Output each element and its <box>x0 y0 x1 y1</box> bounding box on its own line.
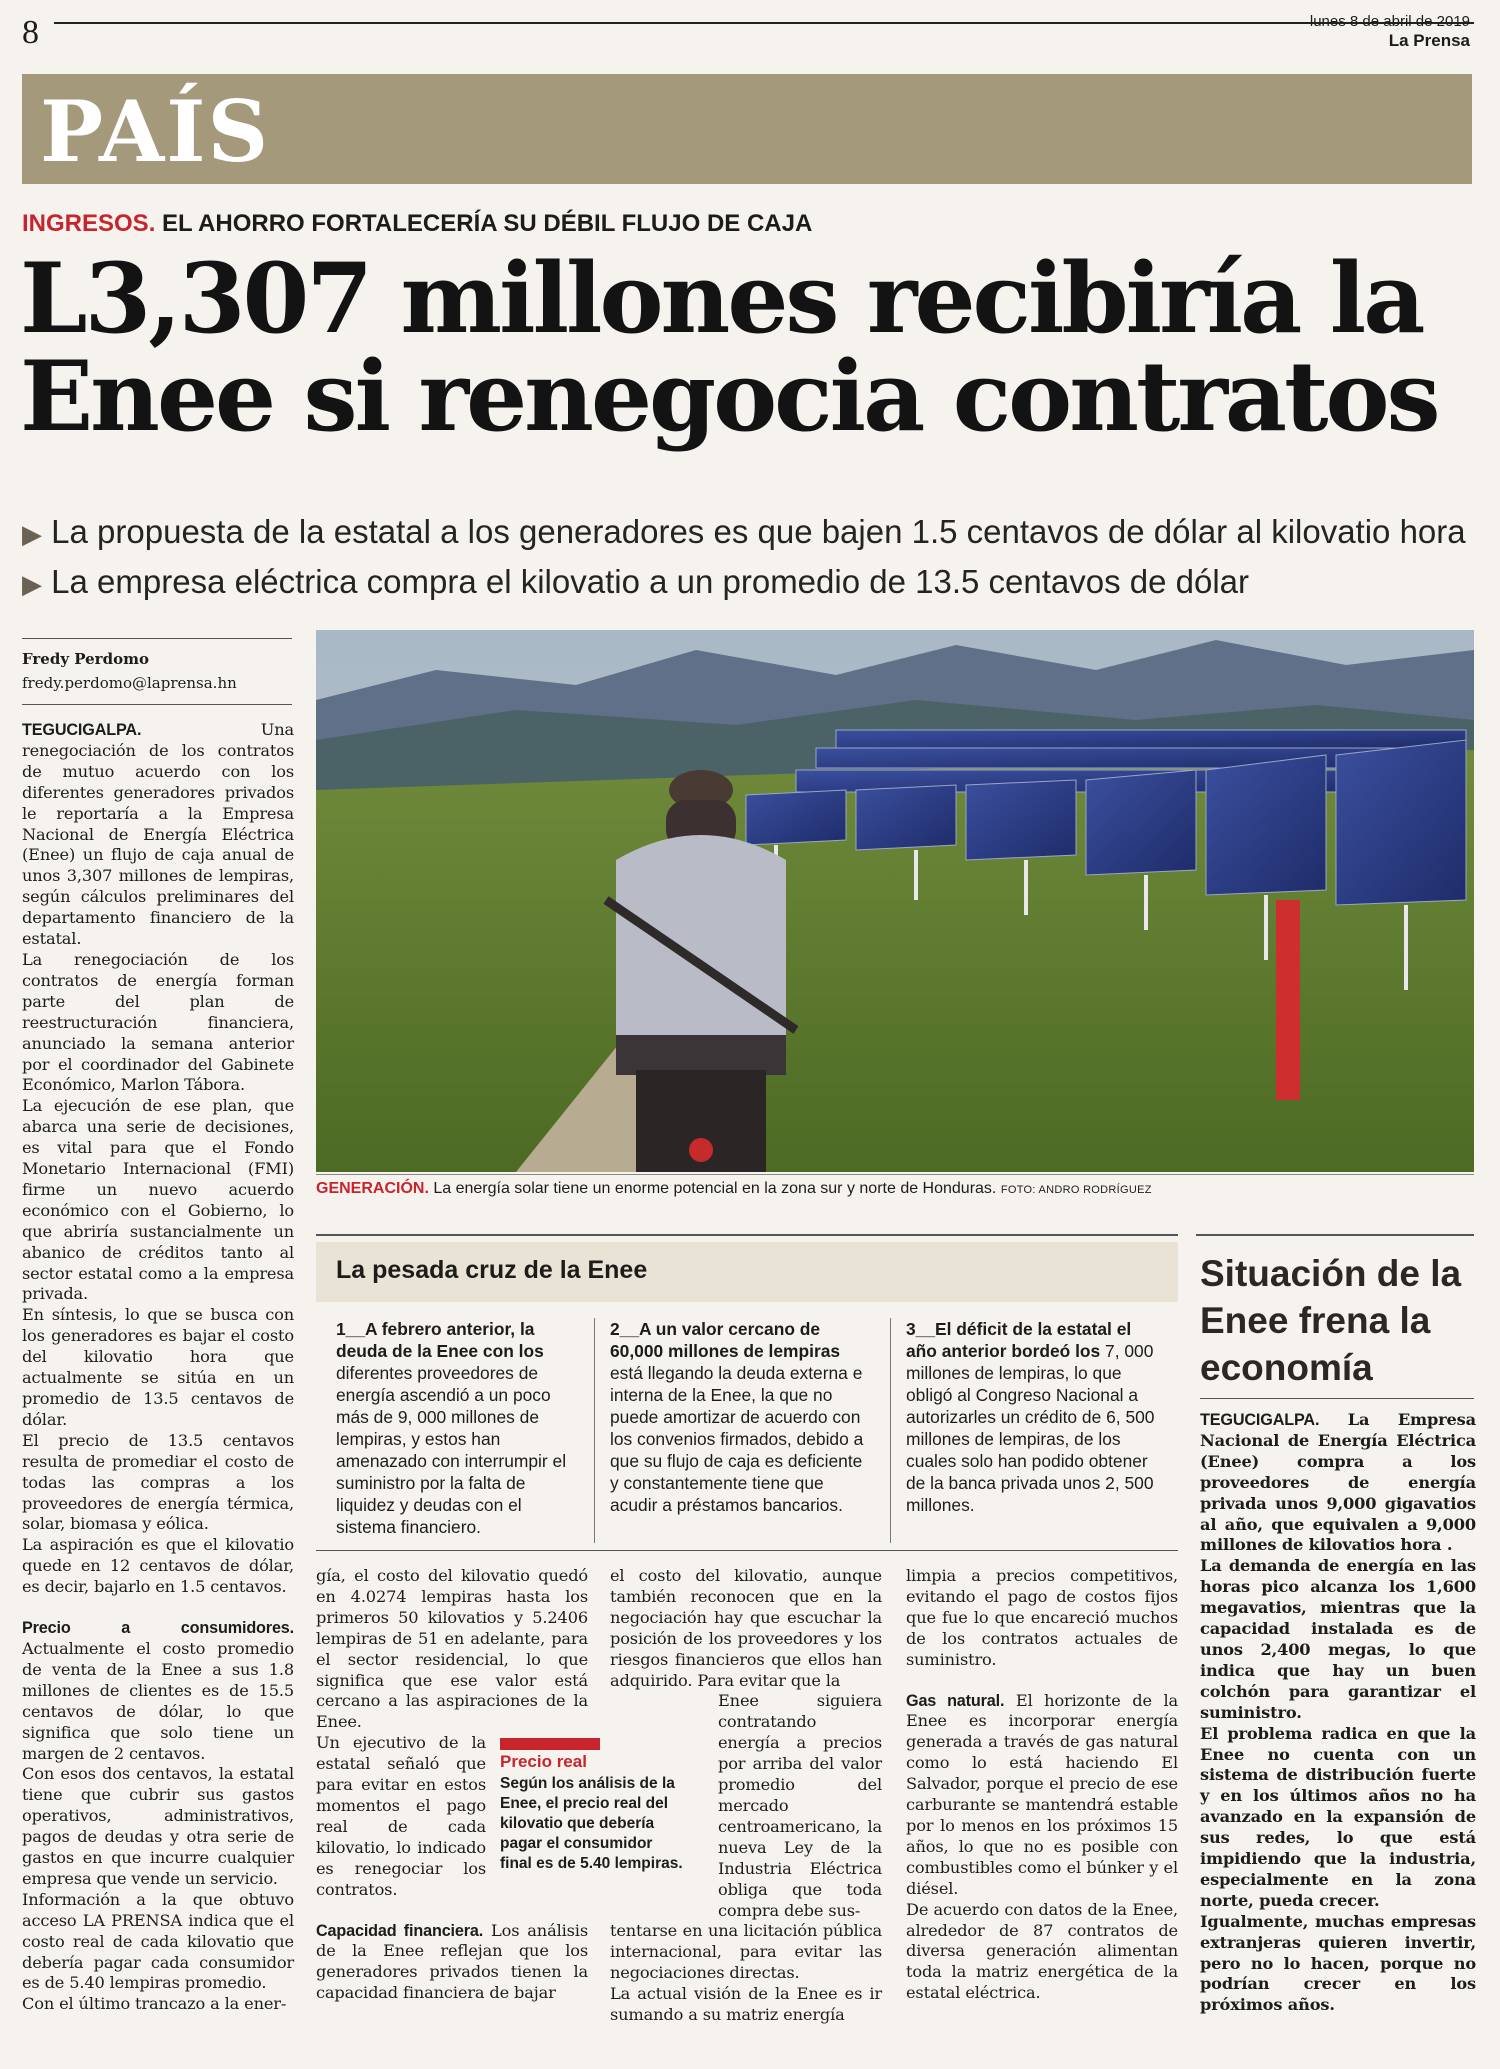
photo-credit: FOTO: ANDRO RODRÍGUEZ <box>1000 1184 1152 1196</box>
paragraph: La actual visión de la Enee es ir sumando a su matriz energía <box>610 1984 882 2025</box>
caption-text: La energía solar tiene un enorme potencial en la zona sur y norte de Honduras. <box>428 1180 997 1197</box>
point-text: está llegando la deuda externa e interna de la Enee, la que no puede amortizar de acuerdo con los convenios firmados, debido a que su flujo de caja es deficiente y constantemente tiene que acudir a préstamos bancarios. <box>610 1363 864 1515</box>
author-name: Fredy Perdomo <box>22 650 149 668</box>
newspaper-name: La Prensa <box>1388 31 1470 50</box>
box-rule-top <box>316 1234 1178 1236</box>
author-email[interactable]: fredy.perdomo@laprensa.hn <box>22 674 237 692</box>
box-point-2: 2__A un valor cercano de 60,000 millones de lempiras está llegando la deuda externa e interna de la Enee, la que no puede amortizar de acuerdo con los convenios firmados, debido a que su flujo de caja es deficiente y constantemente tiene que acudir a préstamos bancarios. <box>610 1319 864 1515</box>
headline <box>20 242 1490 453</box>
paragraph: Enee siguiera contratando energía a precios por arriba del valor promedio del mercado centroamericano, la nueva Ley de la Industria Eléctrica obliga que toda compra debe sus- <box>718 1691 882 1920</box>
paragraph: gía, el costo del kilovatio quedó en 4.0274 lempiras hasta los primeros 50 kilovatios y 5.2406 lempiras de 51 en adelante, para el sector residencial, lo que significa que ese valor está cercano a las aspiraciones de la Enee. <box>316 1566 588 1732</box>
point-text: 7, 000 millones de lempiras, lo que obligó al Congreso Nacional a autorizarles un crédito de 6, 500 millones de lempiras, de los cuales solo han podido obtener de la banca privada unos 2, 500 millones. <box>906 1341 1155 1515</box>
paragraph: La aspiración es que el kilovatio quede en 12 centavos de dólar, es decir, bajarlo en 1.5 centavos. <box>22 1535 294 1597</box>
box-rule-bottom <box>316 1550 1178 1551</box>
section-title: PAÍS <box>40 82 271 181</box>
point-bold: A febrero anterior, la deuda de la Enee con los <box>336 1319 544 1361</box>
masthead-info <box>1310 12 1470 51</box>
box-divider <box>594 1318 595 1543</box>
kicker-tag: INGRESOS. <box>22 210 156 237</box>
paragraph: El precio de 13.5 centavos resulta de promediar el costo de todas las compras a los proveedores de energía térmica, solar, biomasa y eólica. <box>22 1430 294 1534</box>
subhead-2: La empresa eléctrica compra el kilovatio a un promedio de 13.5 centavos de dólar <box>51 563 1250 600</box>
issue-date: lunes 8 de abril de 2019 <box>1309 13 1470 30</box>
dateline: TEGUCIGALPA. <box>22 721 142 739</box>
box-title: La pesada cruz de la Enee <box>336 1256 648 1284</box>
side-article-body <box>1200 1410 1476 2016</box>
point-bold: El déficit de la estatal el año anterior bordeó los <box>906 1319 1132 1361</box>
triangle-bullet-icon: ▶ <box>22 569 42 599</box>
subhead-precio: Precio a consumidores. <box>22 1619 294 1638</box>
paragraph: En síntesis, lo que se busca con los generadores es bajar el costo del kilovatio hora que actualmente se sitúa en un promedio de 13.5 centavos de dólar. <box>22 1305 294 1429</box>
kicker <box>22 210 812 238</box>
paragraph: La renegociación de los contratos de energía forman parte del plan de reestructuración financiera, anunciado la semana anterior por el coordinador del Gabinete Económico, Marlon Tábora. <box>22 949 294 1095</box>
headline-line-1: L3,307 millones recibiría la <box>20 242 1423 355</box>
caption-tag: GENERACIÓN. <box>316 1180 429 1197</box>
paragraph: La ejecución de ese plan, que abarca una serie de decisiones, es vital para que el Fondo Monetario Internacional (FMI) firme un nuevo acuerdo económico con el Gobierno, lo que abriría sustancialmente un abanico de créditos tanto al sector estatal como a la empresa privada. <box>22 1096 294 1304</box>
solar-farm-photo <box>316 630 1474 1172</box>
side-rule-top <box>1196 1234 1474 1236</box>
paragraph: Igualmente, muchas empresas extranjeras quieren invertir, pero no lo hacen, porque no podrían crecer en los próximos años. <box>1200 1911 1476 2015</box>
paragraph: El problema radica en que la Enee no cuenta con un sistema de distribución fuerte y en los últimos años no ha avanzado en la expansión de sus redes, lo que está impidiendo que la industria, especialmente en la zona norte, pueda crecer. <box>1200 1723 1476 1910</box>
body-column-1 <box>22 720 294 2015</box>
point-text: diferentes proveedores de energía ascendió a un poco más de 9, 000 millones de lempiras, y estos han amenazado con interrumpir el suministro por la falta de liquidez y deudas con el sistema financiero. <box>336 1363 567 1537</box>
box-divider <box>890 1318 891 1543</box>
paragraph: el costo del kilovatio, aunque también reconocen que en la negociación hay que escuchar la posición de los proveedores y los riesgos financieros que ellos han adquirido. Para evitar que la <box>610 1566 882 1690</box>
byline-rule-bottom <box>22 704 292 705</box>
paragraph: La demanda de energía en las horas pico alcanza los 1,600 megavatios, mientras que la capacidad instalada es de unos 2,400 megas, lo que indica que hay un buen colchón para garantizar el suministro. <box>1200 1556 1476 1722</box>
paragraph: Un ejecutivo de la estatal señaló que para evitar en estos momentos el pago real de cada kilovatio, lo indicado es renegociar los contratos. <box>316 1733 486 1899</box>
paragraph: limpia a precios competitivos, evitando el pago de costos fijos que fue lo que encareció muchos de los contratos actuales de suministro. <box>906 1566 1178 1669</box>
point-number: 3 <box>906 1319 916 1339</box>
paragraph: Información a la que obtuvo acceso LA PRENSA indica que el costo real de cada kilovatio que debería pagar cada consumidor es de 5.40 lempiras promedio. <box>22 1889 294 1993</box>
paragraph: Gas natural. El horizonte de la Enee es incorporar energía generada a través de gas natural como lo está haciendo El Salvador, porque el precio de ese carburante se mantendrá estable por lo menos en los próximos 15 años, lo que no es posible con combustibles como el búnker y el diésel. <box>906 1690 1178 1898</box>
side-title: Situación de la Enee frena la economía <box>1200 1253 1462 1388</box>
side-dateline: TEGUCIGALPA. <box>1200 1411 1320 1429</box>
paragraph: De acuerdo con datos de la Enee, alrededor de 87 contratos de diversa generación alimentan toda la matriz energética de la estatal eléctrica. <box>906 1899 1178 2003</box>
byline-rule-top <box>22 638 292 639</box>
paragraph: Precio a consumidores. Actualmente el costo promedio de venta de la Enee a sus 1.8 millones de clientes es de 15.5 centavos de dólar, lo que significa que solo tiene un margen de 2 centavos. <box>22 1619 294 1763</box>
quote-title: Precio real <box>500 1752 587 1771</box>
paragraph: Con el último trancazo a la ener- <box>22 1994 287 2014</box>
page-number: 8 <box>22 14 39 51</box>
paragraph: Con esos dos centavos, la estatal tiene que cubrir sus gastos operativos, administrativos, pagos de deudas y otra serie de gastos en que incurre cualquier empresa que vende un servicio. <box>22 1764 294 1888</box>
paragraph: TEGUCIGALPA. La Empresa Nacional de Energía Eléctrica (Enee) compra a los proveedores de energía privada unos 9,000 gigavatios al año, que equivalen a 9,000 millones de kilovatios hora . <box>1200 1410 1476 1555</box>
body-column-4 <box>906 1566 1178 2004</box>
header-rule <box>54 22 1474 24</box>
subheadline <box>22 508 1482 608</box>
paragraph: Capacidad financiera. Los análisis de la Enee reflejan que los generadores privados tienen la capacidad financiera de bajar <box>316 1920 588 2003</box>
box-point-3: 3__El déficit de la estatal el año anterior bordeó los 7, 000 millones de lempiras, lo que obligó al Congreso Nacional a autorizarles un crédito de 6, 500 millones de lempiras, de los cuales solo han podido obtener de la banca privada unos 2, 500 millones. <box>906 1319 1155 1515</box>
kicker-text: EL AHORRO FORTALECERÍA SU DÉBIL FLUJO DE CAJA <box>155 210 813 237</box>
quote-text: Según los análisis de la Enee, el precio real del kilovatio que debería pagar el consumidor final es de 5.40 lempiras. <box>500 1775 683 1872</box>
quote-accent-bar <box>500 1738 600 1750</box>
point-number: 2 <box>610 1319 620 1339</box>
point-number: 1 <box>336 1319 346 1339</box>
paragraph: TEGUCIGALPA. Una renegociación de los contratos de mutuo acuerdo con los diferentes generadores privados le reportaría a la Empresa Nacional de Energía Eléctrica (Enee) un flujo de caja anual de unos 3,307 millones de lempiras, según cálculos preliminares del departamento financiero de la estatal. <box>22 720 294 949</box>
subhead-capacidad: Capacidad financiera. <box>316 1921 484 1940</box>
point-bold: A un valor cercano de 60,000 millones de lempiras <box>610 1319 841 1361</box>
box-point-1: 1__A febrero anterior, la deuda de la Enee con los diferentes proveedores de energía ascendió a un poco más de 9, 000 millones de lempiras, y estos han amenazado con interrumpir el suministro por la falta de liquidez y deudas con el sistema financiero. <box>336 1319 567 1537</box>
paragraph: tentarse en una licitación pública internacional, para evitar las negociaciones directas. <box>610 1921 882 1983</box>
side-rule <box>1200 1398 1474 1399</box>
headline-line-2: Enee si renegocia contratos <box>20 340 1438 453</box>
triangle-bullet-icon: ▶ <box>22 519 42 549</box>
caption-rule <box>316 1174 1474 1175</box>
subhead-gas: Gas natural. <box>906 1691 1005 1710</box>
photo-caption <box>316 1180 1152 1198</box>
subhead-1: La propuesta de la estatal a los generadores es que bajen 1.5 centavos de dólar al kilovatio hora <box>51 513 1466 550</box>
